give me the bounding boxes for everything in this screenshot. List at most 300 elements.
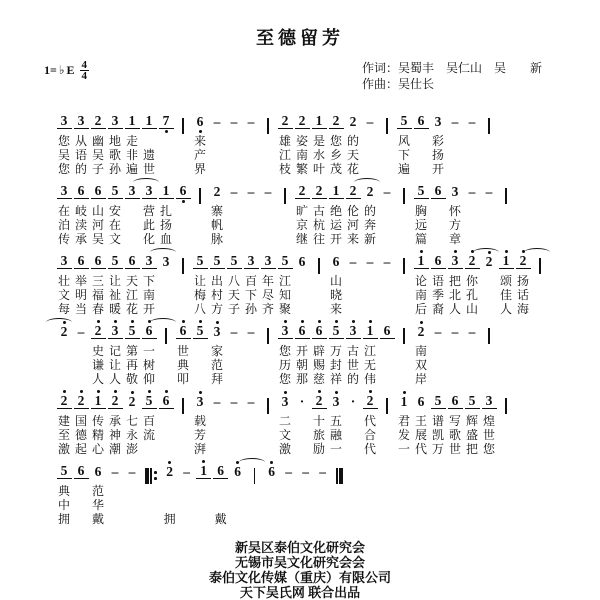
note-cell: [397, 108, 412, 134]
bar-line: [260, 318, 276, 386]
lyric-char: 叶: [312, 162, 325, 176]
note-cell: [91, 178, 106, 204]
lyric-char: 扬: [159, 218, 172, 232]
lyric-char: 水: [312, 148, 325, 162]
note-cell: [295, 318, 310, 344]
note-column: [328, 248, 344, 316]
note-glyph: 3: [162, 254, 170, 269]
note-glyph: 3: [108, 324, 123, 339]
note-cell: [91, 458, 106, 484]
note-column: [230, 458, 246, 526]
note-column: [447, 108, 463, 176]
lyric-char: [532, 274, 548, 288]
bar-line: [260, 388, 276, 456]
lyric-char: [192, 358, 208, 372]
lyric-char: 繁: [295, 162, 308, 176]
note-cell: [414, 108, 429, 134]
note-column: [430, 388, 446, 456]
lyric-char: 万: [431, 442, 444, 456]
lyric-char: 发: [397, 428, 410, 442]
bar-glyphs: [535, 257, 545, 274]
lyric-char: 范: [210, 358, 223, 372]
lyric-char: [332, 498, 348, 512]
lyric-char: 开: [295, 344, 308, 358]
note-cell: [278, 318, 293, 344]
note-glyph: 2: [363, 394, 378, 409]
note-cell: [74, 108, 89, 134]
lyric-char: 远: [414, 218, 427, 232]
note-column: [73, 108, 89, 176]
lyric-char: 话: [516, 288, 529, 302]
note-glyph: –: [230, 184, 238, 199]
lyric-char: 文: [57, 288, 70, 302]
note-column: [464, 388, 480, 456]
lyric-char: [243, 218, 259, 232]
bar-line: [158, 318, 174, 386]
note-cell: [195, 178, 205, 204]
note-glyph: 2: [128, 394, 136, 409]
note-column: [413, 178, 429, 246]
lyric-char: [243, 372, 259, 386]
lyric-char: [345, 428, 361, 442]
lyric-char: 煌: [482, 414, 495, 428]
note-cell: [57, 458, 72, 484]
lyric-char: [362, 274, 378, 288]
lyric-char: 南: [414, 344, 427, 358]
note-column: [243, 318, 259, 386]
note-cell: [108, 248, 123, 274]
lyric-char: 传: [57, 232, 70, 246]
note-cell: [179, 458, 194, 484]
lyric-char: 承: [74, 232, 87, 246]
note-cell: [141, 458, 161, 484]
note-glyph: 1: [125, 114, 140, 129]
lyric-char: 走: [125, 134, 138, 148]
lyric-char: [362, 288, 378, 302]
note-glyph: 2: [278, 114, 293, 129]
lyric-char: [143, 484, 159, 498]
note-glyph: 2: [213, 184, 221, 199]
note-column: [447, 318, 463, 386]
lyric-char: 花: [125, 302, 138, 316]
lyric-char: [260, 428, 276, 442]
lyric-char: [243, 148, 259, 162]
note-glyph: 2: [60, 324, 68, 339]
note-column: [209, 248, 225, 316]
lyric-char: [162, 498, 178, 512]
note-glyph: –: [230, 114, 238, 129]
note-cell: [159, 108, 174, 134]
song-title: 至德留芳: [256, 28, 344, 48]
note-column: [90, 248, 106, 316]
lyric-char: 国: [74, 414, 87, 428]
lyric-char: [243, 162, 259, 176]
note-column: [213, 458, 229, 526]
lyric-char: 朝: [295, 358, 308, 372]
note-glyph: 2: [166, 464, 173, 479]
lyric-char: 敬: [125, 372, 138, 386]
lyric-char: [226, 428, 242, 442]
lyric-char: [179, 484, 195, 498]
lyric-char: 展: [414, 428, 427, 442]
lyric-char: [226, 372, 242, 386]
note-column: [192, 108, 208, 176]
note-column: [345, 108, 361, 176]
lyric-char: [73, 498, 89, 512]
lyric-char: [430, 358, 446, 372]
lyric-char: 五: [329, 414, 342, 428]
lyric-char: [192, 204, 208, 218]
lyric-char: [345, 414, 361, 428]
lyric-char: 的: [346, 372, 359, 386]
lyric-char: [430, 344, 446, 358]
lyric-char: [481, 372, 497, 386]
note-glyph: 6: [234, 464, 241, 479]
note-cell: [465, 178, 480, 204]
note-cell: [380, 318, 395, 344]
note-column: [124, 248, 140, 316]
bar-line: [192, 178, 208, 246]
lyric-char: 在: [108, 218, 121, 232]
lyric-char: 方: [210, 302, 223, 316]
note-column: [162, 458, 178, 526]
lyric-char: 双: [414, 358, 427, 372]
note-column: [396, 388, 412, 456]
lyric-char: [396, 344, 412, 358]
note-cell: [74, 318, 89, 344]
lyric-char: [532, 302, 548, 316]
lyric-char: 语: [431, 274, 444, 288]
slur-arc: [46, 318, 72, 327]
lyric-char: [481, 274, 497, 288]
note-cell: [108, 178, 123, 204]
lyric-char: [345, 274, 361, 288]
lyric-char: 拥: [57, 512, 70, 526]
lyric-char: 再: [125, 358, 138, 372]
note-column: [277, 318, 293, 386]
bar-glyphs: [382, 397, 392, 414]
note-column: [107, 318, 123, 386]
note-glyph: –: [213, 114, 221, 129]
lyric-char: [311, 274, 327, 288]
lyric-char: 戴: [214, 512, 227, 526]
lyric-char: [158, 414, 174, 428]
lyric-char: [345, 302, 361, 316]
repeat-dot: [154, 471, 157, 474]
lyric-char: 岸: [414, 372, 427, 386]
note-glyph: 3: [74, 114, 89, 129]
footer-credits: [0, 540, 600, 600]
lyric-char: 您: [329, 134, 342, 148]
note-glyph: ·: [350, 394, 356, 409]
note-cell: [431, 248, 446, 274]
lyric-char: [294, 302, 310, 316]
lyric-char: 春: [91, 302, 104, 316]
lyric-char: [481, 358, 497, 372]
note-cell: [91, 248, 106, 274]
lyric-char: [141, 134, 157, 148]
note-cell: [125, 388, 140, 414]
note-glyph: ·: [299, 394, 305, 409]
note-glyph: 5: [414, 184, 429, 199]
lyric-char: 扎: [159, 204, 172, 218]
lyric-char: [260, 372, 276, 386]
lyric-char: [158, 274, 174, 288]
note-cell: [315, 458, 330, 484]
key-signature: [44, 60, 89, 81]
bar-stroke: [267, 118, 269, 134]
note-glyph: 2: [108, 394, 123, 409]
lyric-char: 此: [142, 218, 155, 232]
lyric-char: 您: [57, 134, 70, 148]
note-cell: [363, 108, 378, 134]
lyric-char: 江: [278, 274, 291, 288]
note-glyph: –: [468, 184, 476, 199]
lyric-char: [143, 498, 159, 512]
note-column: [298, 458, 314, 526]
note-glyph: 2: [74, 394, 89, 409]
lyric-char: 百: [244, 274, 257, 288]
bar-stroke: [182, 398, 184, 414]
lyric-char: 江: [125, 288, 138, 302]
music-system: [56, 178, 600, 246]
lyric-char: 非: [125, 148, 138, 162]
octave-dot-low: [182, 200, 185, 203]
lyric-char: 建: [57, 414, 70, 428]
lyric-char: [158, 428, 174, 442]
lyric-char: 孙: [108, 162, 121, 176]
lyric-char: 历: [278, 358, 291, 372]
note-cell: [431, 318, 446, 344]
lyric-char: 山: [465, 302, 478, 316]
lyric-char: 无: [363, 358, 376, 372]
lyric-char: [379, 372, 395, 386]
bar-stroke: [267, 398, 269, 414]
note-glyph: –: [285, 464, 292, 479]
lyric-char: [141, 442, 157, 456]
note-cell: [210, 248, 225, 274]
note-cell: [346, 108, 361, 134]
note-cell: [91, 388, 106, 414]
lyric-char: 湃: [193, 442, 206, 456]
note-glyph: 1: [363, 324, 378, 339]
note-column: [498, 248, 514, 316]
note-column: [294, 178, 310, 246]
note-cell: [295, 108, 310, 134]
note-glyph: –: [468, 114, 476, 129]
lyric-char: 界: [193, 162, 206, 176]
note-cell: [314, 248, 324, 274]
note-column: [90, 458, 106, 526]
repeat-dot: [154, 477, 157, 480]
note-column: [226, 248, 242, 316]
lyric-char: 激: [57, 442, 70, 456]
lyric-char: [481, 204, 497, 218]
note-cell: [263, 318, 273, 344]
lyric-char: [209, 162, 225, 176]
lyric-char: [230, 512, 246, 526]
note-glyph: 6: [332, 254, 340, 269]
note-column: [107, 458, 123, 526]
lyric-char: 语: [74, 148, 87, 162]
bar-glyphs: [399, 187, 409, 204]
octave-dot-low: [199, 130, 202, 133]
lyric-char: [379, 162, 395, 176]
lyric-char: [196, 512, 212, 526]
note-cell: [298, 458, 313, 484]
lyric-char: 来: [329, 302, 342, 316]
lyric-char: 三: [91, 274, 104, 288]
lyric-char: 世: [346, 358, 359, 372]
lyric-char: 明: [74, 288, 87, 302]
lyric-char: [260, 414, 276, 428]
bar-line: [481, 108, 497, 176]
lyric-char: 尽: [261, 288, 274, 302]
note-cell: [414, 248, 429, 274]
lyric-char: [298, 484, 314, 498]
note-glyph: 5: [142, 394, 157, 409]
lyric-char: [396, 232, 412, 246]
lyric-char: 赐: [312, 358, 325, 372]
note-cell: [263, 388, 273, 414]
lyric-char: 海: [516, 302, 529, 316]
note-glyph: –: [230, 394, 238, 409]
note-glyph: 6: [417, 394, 425, 409]
note-glyph: 2: [465, 254, 480, 269]
bar-glyphs: [141, 467, 161, 484]
meter-numerator: 4: [81, 59, 88, 71]
lyric-char: 泊: [57, 218, 70, 232]
lyric-char: [379, 344, 395, 358]
bar-line: [498, 178, 514, 246]
lyric-char: [260, 134, 276, 148]
lyric-char: 产: [193, 148, 206, 162]
repeat-dots: [154, 471, 157, 480]
lyric-char: 化: [142, 232, 155, 246]
lyric-char: 村: [210, 288, 223, 302]
note-glyph: –: [319, 464, 326, 479]
lyric-char: 古: [346, 344, 359, 358]
lyric-char: [230, 484, 246, 498]
lyric-char: [413, 162, 429, 176]
lyric-char: [532, 288, 548, 302]
note-cell: [278, 388, 293, 414]
bar-stroke: [339, 468, 343, 484]
lyric-char: [345, 442, 361, 456]
note-glyph: 5: [193, 254, 208, 269]
note-cell: [57, 388, 72, 414]
lyric-char: [464, 358, 480, 372]
note-glyph: 6: [448, 394, 463, 409]
note-column: [158, 108, 174, 176]
bar-stroke: [539, 258, 541, 274]
lyric-char: [158, 162, 174, 176]
note-column: [413, 248, 429, 316]
lyric-char: [192, 344, 208, 358]
note-cell: [193, 248, 208, 274]
bar-line: [260, 108, 276, 176]
note-column: [56, 458, 72, 526]
lyric-char: 人: [499, 302, 512, 316]
lyric-char: [481, 148, 497, 162]
note-glyph: 6: [196, 114, 204, 129]
note-cell: [499, 248, 514, 274]
note-cell: [414, 388, 429, 414]
note-column: [413, 318, 429, 386]
lyric-char: 凯: [431, 428, 444, 442]
lyric-char: [298, 498, 314, 512]
note-cell: [250, 458, 260, 484]
note-cell: [57, 178, 72, 204]
note-column: [73, 248, 89, 316]
note-glyph: 1: [329, 184, 344, 199]
lyric-char: 开: [431, 162, 444, 176]
lyric-char: 世: [448, 442, 461, 456]
note-cell: [349, 388, 357, 414]
lyric-char: 祥: [329, 372, 342, 386]
lyric-char: [498, 204, 514, 218]
lyric-char: [379, 134, 395, 148]
note-cell: [159, 178, 174, 204]
lyric-char: 篇: [414, 232, 427, 246]
note-cell: [261, 178, 276, 204]
lyric-char: 辟: [312, 344, 325, 358]
note-column: [56, 318, 72, 386]
lyric-char: [226, 218, 242, 232]
lyric-char: 枝: [278, 162, 291, 176]
note-glyph: 1: [400, 394, 408, 409]
lyric-char: [192, 218, 208, 232]
note-column: [141, 318, 157, 386]
lyric-char: [281, 498, 297, 512]
note-column: [345, 248, 361, 316]
lyric-char: [498, 232, 514, 246]
key-prefix: 1=: [44, 63, 57, 77]
note-column: [362, 248, 378, 316]
note-cell: [278, 248, 293, 274]
note-column: [226, 178, 242, 246]
lyric-char: 中: [57, 498, 70, 512]
lyric-char: 传: [91, 414, 104, 428]
note-glyph: 3: [57, 184, 72, 199]
note-cell: [142, 388, 157, 414]
note-glyph: 1: [159, 184, 174, 199]
note-cell: [465, 248, 480, 274]
lyric-char: [447, 372, 463, 386]
bar-line: [532, 248, 548, 316]
bar-stroke: [199, 188, 201, 204]
lyric-char: 江: [363, 344, 376, 358]
bar-line: [247, 458, 263, 526]
lyric-char: [311, 288, 327, 302]
final-barline: [332, 458, 348, 526]
lyric-char: 八: [227, 274, 240, 288]
repeat-begin-barline: [141, 458, 161, 526]
lyric-char: 华: [91, 498, 104, 512]
meta-row: [0, 50, 600, 96]
bar-stroke: [403, 258, 405, 274]
lyric-char: [179, 498, 195, 512]
note-column: [430, 178, 446, 246]
note-glyph: –: [247, 114, 255, 129]
note-column: [362, 178, 378, 246]
note-column: [328, 318, 344, 386]
lyric-char: 让: [108, 274, 121, 288]
note-glyph: 1: [196, 464, 211, 479]
note-cell: [482, 388, 497, 414]
note-glyph: 6: [74, 254, 89, 269]
lyric-char: [243, 358, 259, 372]
